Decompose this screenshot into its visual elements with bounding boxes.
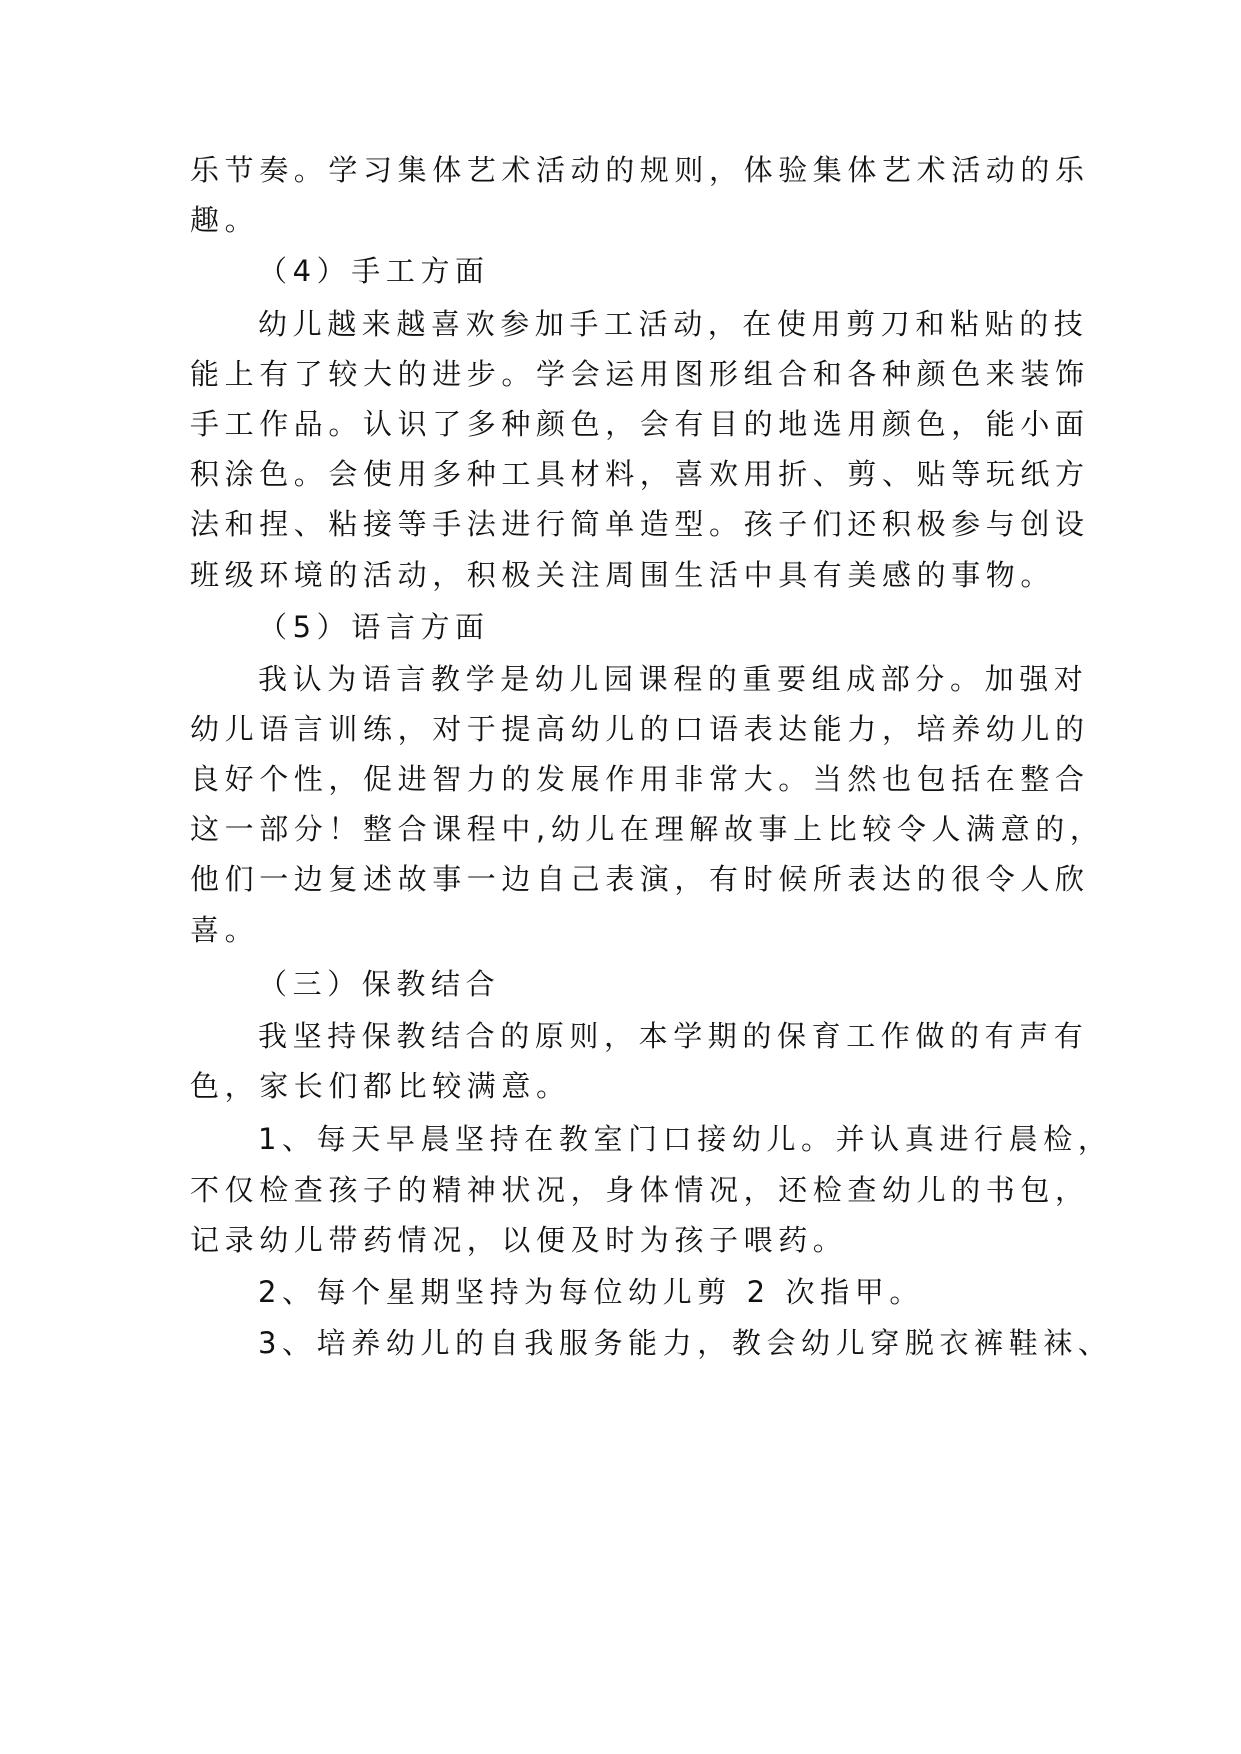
paragraph-line: 班级环境的活动，积极关注周围生活中具有美感的事物。	[190, 558, 1056, 592]
paragraph-line: 幼儿语言训练，对于提高幼儿的口语表达能力，培养幼儿的	[190, 712, 1090, 746]
list-item-2-line: 2、每个星期坚持为每位幼儿剪 2 次指甲。	[258, 1275, 924, 1309]
paragraph-line: 能上有了较大的进步。学会运用图形组合和各种颜色来装饰	[190, 357, 1090, 391]
section-heading-language: （5）语言方面	[258, 610, 490, 644]
paragraph-line: 我认为语言教学是幼儿园课程的重要组成部分。加强对	[258, 662, 1089, 696]
paragraph-line: 我坚持保教结合的原则，本学期的保育工作做的有声有	[258, 1019, 1089, 1053]
paragraph-line: 这一部分！整合课程中,幼儿在理解故事上比较令人满意的，	[190, 812, 1105, 846]
section-heading-handcraft: （4）手工方面	[258, 254, 490, 288]
list-item-1-line: 1、每天早晨坚持在教室门口接幼儿。并认真进行晨检，	[258, 1122, 1113, 1156]
paragraph-line: 手工作品。认识了多种颜色，会有目的地选用颜色，能小面	[190, 407, 1090, 441]
list-item-3-line: 3、培养幼儿的自我服务能力，教会幼儿穿脱衣裤鞋袜、	[258, 1326, 1113, 1360]
paragraph-line: 积涂色。会使用多种工具材料，喜欢用折、剪、贴等玩纸方	[190, 457, 1090, 491]
paragraph-line: 法和捏、粘接等手法进行简单造型。孩子们还积极参与创设	[190, 507, 1090, 541]
paragraph-line: 他们一边复述故事一边自己表演，有时候所表达的很令人欣	[190, 862, 1090, 896]
paragraph-line: 幼儿越来越喜欢参加手工活动，在使用剪刀和粘贴的技	[258, 307, 1089, 341]
paragraph-line: 色，家长们都比较满意。	[190, 1069, 571, 1103]
text-line-1: 乐节奏。学习集体艺术活动的规则，体验集体艺术活动的乐	[190, 153, 1090, 187]
section-heading-care-education: （三）保教结合	[258, 967, 501, 1001]
paragraph-line: 喜。	[190, 913, 260, 947]
paragraph-line: 良好个性，促进智力的发展作用非常大。当然也包括在整合	[190, 762, 1090, 796]
list-item-1-line: 不仅检查孩子的精神状况，身体情况，还检查幼儿的书包，	[190, 1173, 1090, 1207]
text-line-2: 趣。	[190, 203, 260, 237]
list-item-1-line: 记录幼儿带药情况，以便及时为孩子喂药。	[190, 1223, 848, 1257]
